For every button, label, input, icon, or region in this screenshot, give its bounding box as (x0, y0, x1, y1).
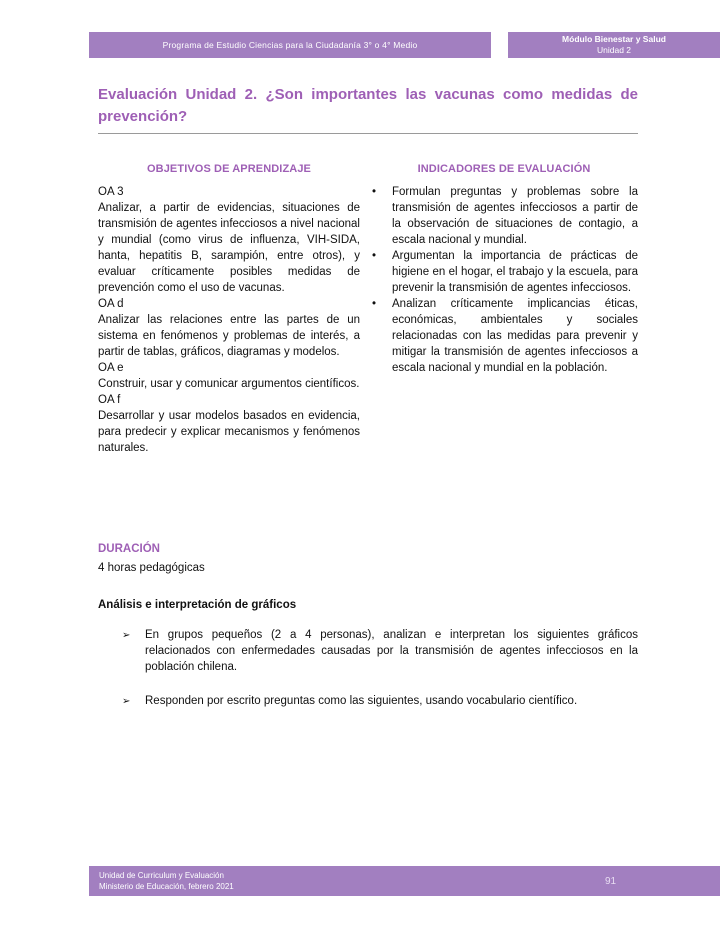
indicator-item (370, 248, 638, 296)
indicator-text: Analizan críticamente implicancias éticas, económicas, ambientales y sociales relacionadas con las medidas para prevenir y mitigar la transmisión de agentes infecciosos a escala nacional y mundial en la población. (392, 298, 638, 374)
oa-item-text: Analizar las relaciones entre las partes de un sistema en fenómenos y problemas de interés, a partir de tablas, gráficos, diagramas y modelos. (98, 314, 360, 358)
bullet-icon: • (372, 186, 377, 198)
activity-item-text: Responden por escrito preguntas como las siguientes, usando vocabulario científico. (145, 695, 578, 707)
header-unit-label: Unidad 2 (596, 45, 632, 55)
oa-item-text: Desarrollar y usar modelos basados en evidencia, para predecir y explicar mecanismos y fenómenos naturales. (98, 410, 360, 454)
header-program-text: Programa de Estudio Ciencias para la Ciudadanía 3° o 4° Medio (162, 40, 418, 50)
footer-credits (89, 870, 234, 892)
bullet-icon: • (372, 298, 377, 310)
activity-item (122, 627, 638, 675)
activity-item (122, 693, 638, 710)
footer-bar (89, 866, 720, 896)
objectives-header: OBJETIVOS DE APRENDIZAJE (147, 163, 311, 175)
activity-list (122, 627, 638, 728)
title-divider (98, 133, 638, 134)
page-number: 91 (605, 875, 617, 887)
indicator-text: Formulan preguntas y problemas sobre la transmisión de agentes infecciosos a partir de la observación de situaciones de contagio, a escala nacional y mundial. (392, 186, 638, 246)
header-module-bar (508, 32, 720, 58)
indicators-column (370, 161, 638, 456)
indicator-item (370, 296, 638, 376)
indicator-item (370, 184, 638, 248)
duration-heading: DURACIÓN (98, 543, 160, 555)
activity-item-text: En grupos pequeños (2 a 4 personas), analizan e interpretan los siguientes gráficos relacionados con enfermedades causadas por la transmisión de agentes infecciosos en la población chilena. (145, 629, 638, 673)
oa-item-label: OA e (98, 362, 124, 374)
duration-value: 4 horas pedagógicas (98, 562, 205, 574)
header-program-bar (89, 32, 491, 58)
arrow-bullet-icon: ➢ (122, 696, 131, 707)
oa-item-label: OA 3 (98, 186, 124, 198)
oa-item-label: OA f (98, 394, 121, 406)
page-title: Evaluación Unidad 2. ¿Son importantes las vacunas como medidas de prevención? (98, 86, 638, 125)
footer-line2: Ministerio de Educación, febrero 2021 (99, 882, 234, 891)
oa-item-label: OA d (98, 298, 124, 310)
activity-heading: Análisis e interpretación de gráficos (98, 599, 297, 611)
two-column-section (98, 161, 638, 456)
arrow-bullet-icon: ➢ (122, 630, 131, 641)
indicator-text: Argumentan la importancia de prácticas de higiene en el hogar, el trabajo y la escuela, para prevenir la transmisión de agentes infecciosos. (392, 250, 638, 294)
duration-section (98, 543, 205, 574)
header-module-title: Módulo Bienestar y Salud (562, 34, 666, 44)
footer-line1: Unidad de Curriculum y Evaluación (99, 871, 224, 880)
objectives-column (98, 161, 360, 456)
oa-item-text: Construir, usar y comunicar argumentos científicos. (98, 378, 360, 390)
oa-item-text: Analizar, a partir de evidencias, situaciones de transmisión de agentes infecciosos a nivel nacional y mundial (como virus de influenza, VIH-SIDA, hanta, hepatitis B, sarampión, entre otros), y evaluar críticamente posibles medidas de prevención como el uso de vacunas. (98, 202, 360, 294)
bullet-icon: • (372, 250, 377, 262)
indicators-header: INDICADORES DE EVALUACIÓN (417, 163, 591, 175)
